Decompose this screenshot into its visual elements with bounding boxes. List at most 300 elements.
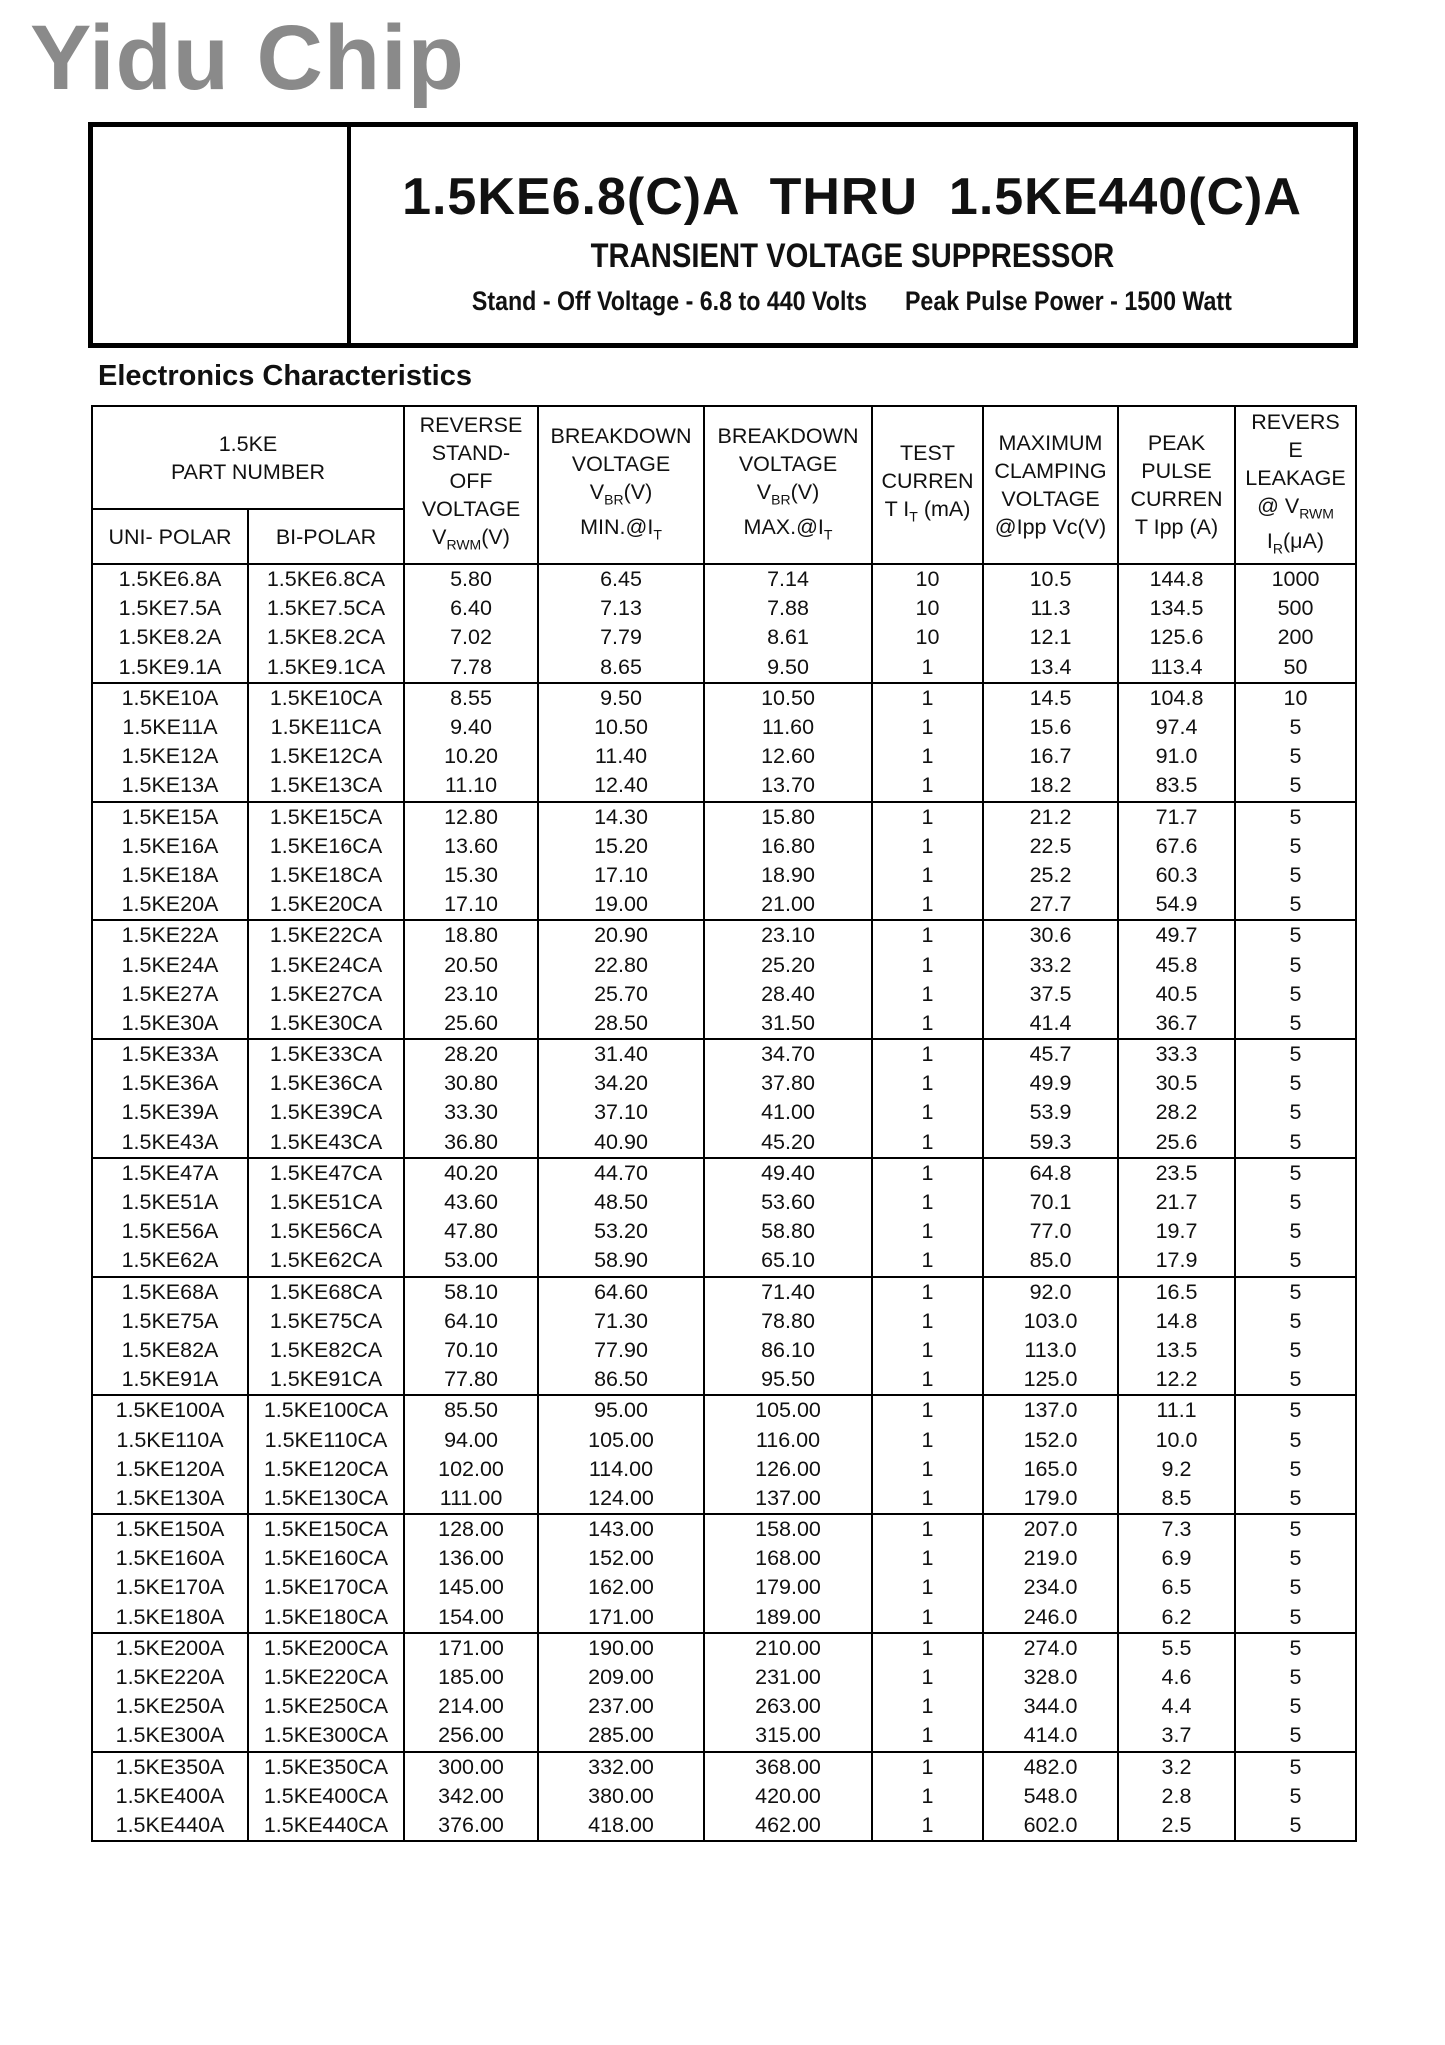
cell-uni-polar: 1.5KE15A [92,802,248,832]
cell-it: 1 [872,1573,983,1602]
cell-bi-polar: 1.5KE10CA [248,683,404,713]
cell-vc: 64.8 [983,1158,1118,1188]
table-row [92,1395,1356,1425]
standoff-voltage-range: Stand - Off Voltage - 6.8 to 440 Volts [471,286,868,316]
cell-bi-polar: 1.5KE15CA [248,802,404,832]
cell-vrwm: 30.80 [404,1069,538,1098]
cell-vbr-min: 10.50 [538,713,704,742]
cell-ipp: 6.5 [1118,1573,1235,1602]
cell-vbr-min: 15.20 [538,832,704,861]
table-row [92,1098,1356,1127]
cell-uni-polar: 1.5KE130A [92,1484,248,1514]
cell-it: 1 [872,802,983,832]
cell-vc: 27.7 [983,890,1118,920]
cell-uni-polar: 1.5KE100A [92,1395,248,1425]
cell-vc: 219.0 [983,1544,1118,1573]
cell-ir: 5 [1235,1188,1356,1217]
cell-it: 1 [872,1246,983,1276]
cell-ipp: 13.5 [1118,1336,1235,1365]
cell-ipp: 8.5 [1118,1484,1235,1514]
cell-uni-polar: 1.5KE9.1A [92,653,248,683]
cell-ipp: 134.5 [1118,594,1235,623]
characteristics-table [91,405,1357,1842]
cell-uni-polar: 1.5KE200A [92,1633,248,1663]
cell-it: 1 [872,1009,983,1039]
table-row [92,890,1356,920]
cell-vrwm: 7.02 [404,623,538,652]
cell-ir: 5 [1235,1573,1356,1602]
cell-vbr-min: 143.00 [538,1514,704,1544]
cell-ir: 50 [1235,653,1356,683]
cell-ir: 5 [1235,1663,1356,1692]
cell-vc: 344.0 [983,1692,1118,1721]
cell-vbr-min: 20.90 [538,920,704,950]
cell-bi-polar: 1.5KE350CA [248,1752,404,1782]
cell-vrwm: 94.00 [404,1425,538,1454]
cell-vc: 246.0 [983,1603,1118,1633]
cell-it: 1 [872,1098,983,1127]
table-row [92,950,1356,979]
cell-vrwm: 128.00 [404,1514,538,1544]
cell-ipp: 19.7 [1118,1217,1235,1246]
cell-bi-polar: 1.5KE300CA [248,1721,404,1751]
cell-ir: 5 [1235,1811,1356,1841]
cell-ir: 5 [1235,771,1356,801]
cell-ipp: 14.8 [1118,1307,1235,1336]
table-row [92,1307,1356,1336]
cell-vrwm: 11.10 [404,771,538,801]
cell-ipp: 54.9 [1118,890,1235,920]
cell-vrwm: 43.60 [404,1188,538,1217]
cell-vbr-max: 71.40 [704,1277,872,1307]
table-row [92,1811,1356,1841]
header-standoff-voltage: REVERSE STAND- OFF VOLTAGE $V_{RWM}(V)$ [404,406,538,564]
cell-vc: 53.9 [983,1098,1118,1127]
cell-vrwm: 10.20 [404,742,538,771]
table-row [92,564,1356,594]
cell-vc: 13.4 [983,653,1118,683]
cell-bi-polar: 1.5KE33CA [248,1039,404,1069]
cell-it: 1 [872,1663,983,1692]
header-breakdown-min: BREAKDOWN VOLTAGE $V_{BR}(V)$ $MIN.@I_T$ [538,406,704,564]
table-row [92,1246,1356,1276]
cell-ir: 5 [1235,1782,1356,1811]
cell-vbr-min: 58.90 [538,1246,704,1276]
cell-bi-polar: 1.5KE8.2CA [248,623,404,652]
cell-uni-polar: 1.5KE22A [92,920,248,950]
cell-vbr-max: 86.10 [704,1336,872,1365]
header-bi-polar: BI-POLAR [248,509,404,564]
cell-it: 10 [872,564,983,594]
table-row [92,653,1356,683]
table-row [92,1573,1356,1602]
cell-vbr-min: 77.90 [538,1336,704,1365]
cell-it: 1 [872,713,983,742]
cell-vbr-max: 7.88 [704,594,872,623]
cell-ir: 10 [1235,683,1356,713]
cell-ipp: 125.6 [1118,623,1235,652]
cell-ir: 5 [1235,802,1356,832]
cell-it: 1 [872,1544,983,1573]
cell-it: 1 [872,683,983,713]
cell-vbr-max: 368.00 [704,1752,872,1782]
cell-uni-polar: 1.5KE150A [92,1514,248,1544]
cell-vbr-max: 8.61 [704,623,872,652]
cell-it: 1 [872,1336,983,1365]
cell-bi-polar: 1.5KE100CA [248,1395,404,1425]
cell-vbr-max: 189.00 [704,1603,872,1633]
cell-it: 1 [872,1603,983,1633]
cell-ir: 5 [1235,861,1356,890]
cell-ipp: 5.5 [1118,1633,1235,1663]
cell-uni-polar: 1.5KE82A [92,1336,248,1365]
cell-it: 1 [872,920,983,950]
cell-ipp: 12.2 [1118,1365,1235,1395]
cell-ir: 5 [1235,1039,1356,1069]
cell-uni-polar: 1.5KE120A [92,1455,248,1484]
cell-it: 1 [872,1484,983,1514]
cell-vrwm: 20.50 [404,950,538,979]
table-body [92,564,1356,1841]
cell-bi-polar: 1.5KE6.8CA [248,564,404,594]
cell-it: 1 [872,771,983,801]
cell-bi-polar: 1.5KE11CA [248,713,404,742]
cell-ipp: 4.6 [1118,1663,1235,1692]
cell-vrwm: 145.00 [404,1573,538,1602]
page-subtitle: TRANSIENT VOLTAGE SUPPRESSOR [590,237,1114,275]
cell-vrwm: 214.00 [404,1692,538,1721]
cell-vbr-max: 158.00 [704,1514,872,1544]
cell-vbr-max: 21.00 [704,890,872,920]
cell-ipp: 7.3 [1118,1514,1235,1544]
cell-vbr-min: 71.30 [538,1307,704,1336]
cell-ipp: 6.2 [1118,1603,1235,1633]
cell-ir: 5 [1235,1425,1356,1454]
cell-vbr-max: 126.00 [704,1455,872,1484]
cell-bi-polar: 1.5KE47CA [248,1158,404,1188]
cell-ipp: 49.7 [1118,920,1235,950]
cell-vbr-max: 116.00 [704,1425,872,1454]
cell-vrwm: 25.60 [404,1009,538,1039]
cell-vbr-min: 114.00 [538,1455,704,1484]
cell-vrwm: 7.78 [404,653,538,683]
title-block [88,122,1358,348]
cell-vbr-max: 10.50 [704,683,872,713]
cell-vc: 14.5 [983,683,1118,713]
table-row [92,1721,1356,1751]
cell-vbr-max: 13.70 [704,771,872,801]
cell-uni-polar: 1.5KE91A [92,1365,248,1395]
cell-vbr-min: 31.40 [538,1039,704,1069]
watermark-logo: Yidu Chip [30,7,465,109]
cell-vbr-min: 8.65 [538,653,704,683]
cell-bi-polar: 1.5KE75CA [248,1307,404,1336]
cell-ipp: 144.8 [1118,564,1235,594]
cell-ipp: 6.9 [1118,1544,1235,1573]
cell-it: 1 [872,1158,983,1188]
cell-ipp: 28.2 [1118,1098,1235,1127]
cell-vbr-min: 7.13 [538,594,704,623]
cell-bi-polar: 1.5KE250CA [248,1692,404,1721]
cell-vc: 10.5 [983,564,1118,594]
cell-vrwm: 13.60 [404,832,538,861]
cell-vbr-max: 7.14 [704,564,872,594]
cell-vbr-max: 41.00 [704,1098,872,1127]
cell-uni-polar: 1.5KE33A [92,1039,248,1069]
table-row [92,623,1356,652]
cell-bi-polar: 1.5KE30CA [248,1009,404,1039]
cell-vbr-max: 12.60 [704,742,872,771]
cell-it: 10 [872,594,983,623]
cell-ir: 500 [1235,594,1356,623]
cell-vc: 179.0 [983,1484,1118,1514]
cell-vbr-min: 285.00 [538,1721,704,1751]
cell-vbr-max: 25.20 [704,950,872,979]
cell-vbr-min: 190.00 [538,1633,704,1663]
cell-vbr-max: 231.00 [704,1663,872,1692]
cell-vbr-max: 16.80 [704,832,872,861]
cell-vc: 113.0 [983,1336,1118,1365]
cell-bi-polar: 1.5KE39CA [248,1098,404,1127]
cell-uni-polar: 1.5KE180A [92,1603,248,1633]
cell-ipp: 36.7 [1118,1009,1235,1039]
cell-uni-polar: 1.5KE440A [92,1811,248,1841]
cell-vrwm: 5.80 [404,564,538,594]
cell-vbr-max: 95.50 [704,1365,872,1395]
table-row [92,1752,1356,1782]
cell-ir: 5 [1235,1217,1356,1246]
cell-bi-polar: 1.5KE43CA [248,1128,404,1158]
cell-bi-polar: 1.5KE12CA [248,742,404,771]
cell-it: 1 [872,890,983,920]
cell-uni-polar: 1.5KE7.5A [92,594,248,623]
page-title: 1.5KE6.8(C)A THRU 1.5KE440(C)A [402,168,1302,226]
cell-ir: 5 [1235,1158,1356,1188]
cell-bi-polar: 1.5KE24CA [248,950,404,979]
cell-vrwm: 53.00 [404,1246,538,1276]
spec-summary [472,286,1232,317]
cell-vrwm: 85.50 [404,1395,538,1425]
table-row [92,1128,1356,1158]
cell-it: 1 [872,1782,983,1811]
cell-vc: 92.0 [983,1277,1118,1307]
cell-vbr-min: 7.79 [538,623,704,652]
cell-vbr-min: 171.00 [538,1603,704,1633]
table-row [92,713,1356,742]
cell-vbr-max: 28.40 [704,980,872,1009]
cell-it: 1 [872,1514,983,1544]
cell-it: 1 [872,861,983,890]
cell-vrwm: 6.40 [404,594,538,623]
cell-vc: 602.0 [983,1811,1118,1841]
cell-bi-polar: 1.5KE9.1CA [248,653,404,683]
cell-bi-polar: 1.5KE22CA [248,920,404,950]
table-row [92,1633,1356,1663]
cell-bi-polar: 1.5KE120CA [248,1455,404,1484]
cell-vc: 12.1 [983,623,1118,652]
cell-vbr-min: 64.60 [538,1277,704,1307]
table-row [92,802,1356,832]
cell-vc: 49.9 [983,1069,1118,1098]
cell-ipp: 30.5 [1118,1069,1235,1098]
cell-ipp: 113.4 [1118,653,1235,683]
cell-uni-polar: 1.5KE43A [92,1128,248,1158]
cell-vc: 85.0 [983,1246,1118,1276]
table-row [92,1663,1356,1692]
cell-vc: 234.0 [983,1573,1118,1602]
cell-uni-polar: 1.5KE170A [92,1573,248,1602]
header-part-number: 1.5KE PART NUMBER [92,406,404,509]
cell-vc: 482.0 [983,1752,1118,1782]
cell-vc: 103.0 [983,1307,1118,1336]
cell-vbr-min: 40.90 [538,1128,704,1158]
table-row [92,1603,1356,1633]
cell-vrwm: 102.00 [404,1455,538,1484]
cell-ipp: 2.5 [1118,1811,1235,1841]
cell-vbr-min: 11.40 [538,742,704,771]
cell-it: 1 [872,1039,983,1069]
cell-vrwm: 171.00 [404,1633,538,1663]
cell-ipp: 83.5 [1118,771,1235,801]
cell-ipp: 17.9 [1118,1246,1235,1276]
cell-vbr-max: 34.70 [704,1039,872,1069]
cell-vbr-max: 78.80 [704,1307,872,1336]
cell-vc: 274.0 [983,1633,1118,1663]
cell-vc: 21.2 [983,802,1118,832]
cell-vbr-max: 18.90 [704,861,872,890]
cell-vc: 152.0 [983,1425,1118,1454]
header-uni-polar: UNI- POLAR [92,509,248,564]
cell-bi-polar: 1.5KE20CA [248,890,404,920]
table-row [92,1484,1356,1514]
cell-uni-polar: 1.5KE24A [92,950,248,979]
table-row [92,861,1356,890]
cell-bi-polar: 1.5KE27CA [248,980,404,1009]
table-row [92,594,1356,623]
cell-vrwm: 47.80 [404,1217,538,1246]
table-row [92,1425,1356,1454]
table-row [92,1455,1356,1484]
cell-uni-polar: 1.5KE36A [92,1069,248,1098]
cell-uni-polar: 1.5KE8.2A [92,623,248,652]
cell-uni-polar: 1.5KE56A [92,1217,248,1246]
cell-vbr-min: 48.50 [538,1188,704,1217]
cell-it: 10 [872,623,983,652]
cell-uni-polar: 1.5KE10A [92,683,248,713]
table-row [92,1365,1356,1395]
cell-vc: 15.6 [983,713,1118,742]
cell-vc: 25.2 [983,861,1118,890]
peak-pulse-power: Peak Pulse Power - 1500 Watt [905,286,1233,316]
cell-ipp: 16.5 [1118,1277,1235,1307]
table-row [92,1782,1356,1811]
cell-bi-polar: 1.5KE7.5CA [248,594,404,623]
cell-ipp: 9.2 [1118,1455,1235,1484]
cell-uni-polar: 1.5KE30A [92,1009,248,1039]
cell-vc: 59.3 [983,1128,1118,1158]
cell-ir: 5 [1235,1365,1356,1395]
cell-uni-polar: 1.5KE20A [92,890,248,920]
cell-it: 1 [872,653,983,683]
cell-it: 1 [872,1721,983,1751]
header-clamping-voltage: MAXIMUM CLAMPING VOLTAGE @Ipp Vc(V) [983,406,1118,564]
cell-ipp: 11.1 [1118,1395,1235,1425]
cell-vc: 207.0 [983,1514,1118,1544]
cell-vrwm: 70.10 [404,1336,538,1365]
cell-vrwm: 77.80 [404,1365,538,1395]
cell-vc: 37.5 [983,980,1118,1009]
cell-vbr-max: 53.60 [704,1188,872,1217]
cell-bi-polar: 1.5KE170CA [248,1573,404,1602]
cell-vbr-max: 49.40 [704,1158,872,1188]
cell-ir: 5 [1235,1336,1356,1365]
cell-ir: 1000 [1235,564,1356,594]
cell-ir: 5 [1235,890,1356,920]
cell-ipp: 21.7 [1118,1188,1235,1217]
cell-vbr-max: 420.00 [704,1782,872,1811]
cell-vbr-min: 44.70 [538,1158,704,1188]
cell-uni-polar: 1.5KE18A [92,861,248,890]
cell-uni-polar: 1.5KE350A [92,1752,248,1782]
cell-uni-polar: 1.5KE12A [92,742,248,771]
table-row [92,1158,1356,1188]
cell-vbr-min: 25.70 [538,980,704,1009]
cell-vbr-min: 22.80 [538,950,704,979]
cell-ipp: 91.0 [1118,742,1235,771]
cell-ir: 5 [1235,1484,1356,1514]
cell-uni-polar: 1.5KE27A [92,980,248,1009]
cell-it: 1 [872,1217,983,1246]
cell-uni-polar: 1.5KE47A [92,1158,248,1188]
header-test-current: TEST CURREN T $I_T$ (mA) [872,406,983,564]
cell-uni-polar: 1.5KE11A [92,713,248,742]
cell-vrwm: 111.00 [404,1484,538,1514]
cell-uni-polar: 1.5KE16A [92,832,248,861]
cell-vbr-min: 380.00 [538,1782,704,1811]
cell-it: 1 [872,1188,983,1217]
cell-vbr-min: 34.20 [538,1069,704,1098]
cell-ir: 5 [1235,1069,1356,1098]
cell-vc: 30.6 [983,920,1118,950]
cell-ipp: 25.6 [1118,1128,1235,1158]
title-cell [351,127,1353,343]
cell-vbr-max: 315.00 [704,1721,872,1751]
cell-vc: 22.5 [983,832,1118,861]
cell-ir: 5 [1235,1009,1356,1039]
cell-it: 1 [872,1692,983,1721]
cell-vrwm: 18.80 [404,920,538,950]
cell-vc: 11.3 [983,594,1118,623]
cell-uni-polar: 1.5KE13A [92,771,248,801]
cell-vbr-min: 237.00 [538,1692,704,1721]
cell-vrwm: 33.30 [404,1098,538,1127]
cell-bi-polar: 1.5KE200CA [248,1633,404,1663]
cell-vbr-max: 168.00 [704,1544,872,1573]
cell-bi-polar: 1.5KE82CA [248,1336,404,1365]
cell-vrwm: 9.40 [404,713,538,742]
table-row [92,1069,1356,1098]
cell-bi-polar: 1.5KE150CA [248,1514,404,1544]
cell-ipp: 104.8 [1118,683,1235,713]
cell-vrwm: 17.10 [404,890,538,920]
cell-uni-polar: 1.5KE75A [92,1307,248,1336]
table-row [92,1217,1356,1246]
cell-ir: 5 [1235,1692,1356,1721]
cell-bi-polar: 1.5KE400CA [248,1782,404,1811]
cell-bi-polar: 1.5KE13CA [248,771,404,801]
header-peak-pulse-current: PEAK PULSE CURREN T Ipp (A) [1118,406,1235,564]
cell-vbr-max: 263.00 [704,1692,872,1721]
